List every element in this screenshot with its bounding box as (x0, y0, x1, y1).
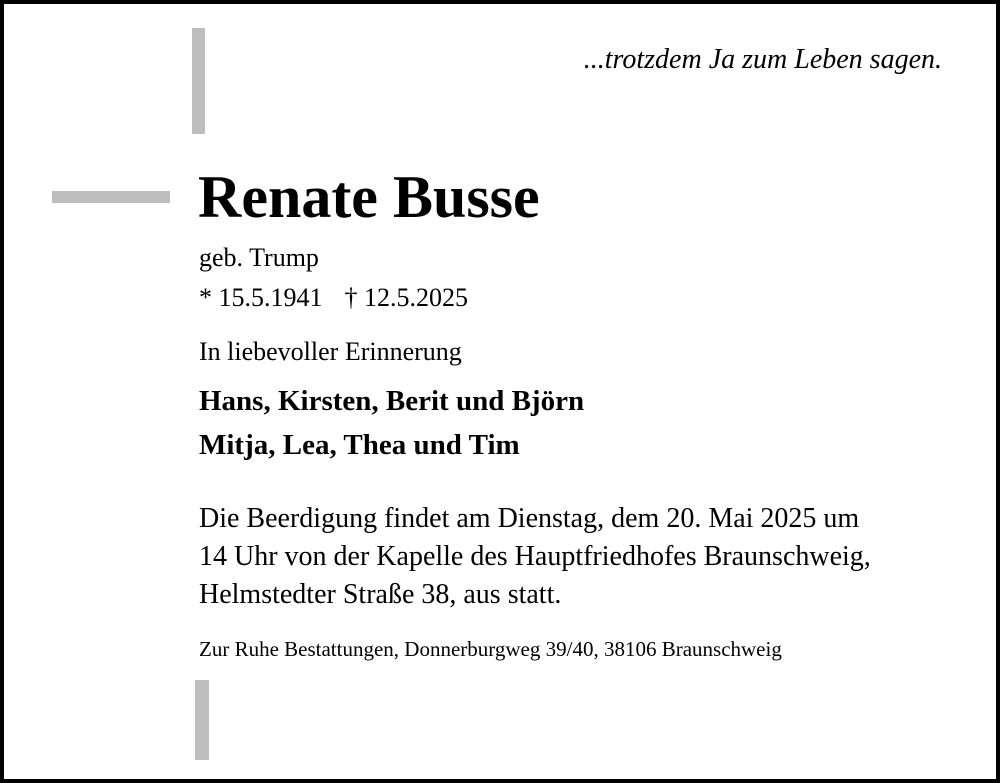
cross-bar-bottom (195, 680, 209, 760)
funeral-info-line: 14 Uhr von der Kapelle des Hauptfriedhofes Braunschweig, (199, 541, 871, 572)
memory-line: In liebevoller Erinnerung (199, 337, 462, 366)
birth-name: geb. Trump (199, 243, 319, 272)
cross-bar-left (52, 191, 170, 203)
funeral-info-line: Die Beerdigung findet am Dienstag, dem 20. Mai 2025 um (199, 503, 860, 534)
cross-bar-top (192, 28, 205, 134)
undertaker-info: Zur Ruhe Bestattungen, Donnerburgweg 39/40, 38106 Braunschweig (199, 637, 782, 661)
funeral-info-line: Helmstedter Straße 38, aus statt. (199, 579, 562, 610)
motto-text: ...trotzdem Ja zum Leben sagen. (583, 44, 942, 75)
family-line: Hans, Kirsten, Berit und Björn (199, 385, 585, 417)
life-dates (199, 282, 468, 314)
death-date: † 12.5.2025 (344, 283, 468, 312)
deceased-name: Renate Busse (198, 164, 540, 230)
birth-date: * 15.5.1941 (199, 283, 323, 312)
family-line: Mitja, Lea, Thea und Tim (199, 429, 520, 461)
